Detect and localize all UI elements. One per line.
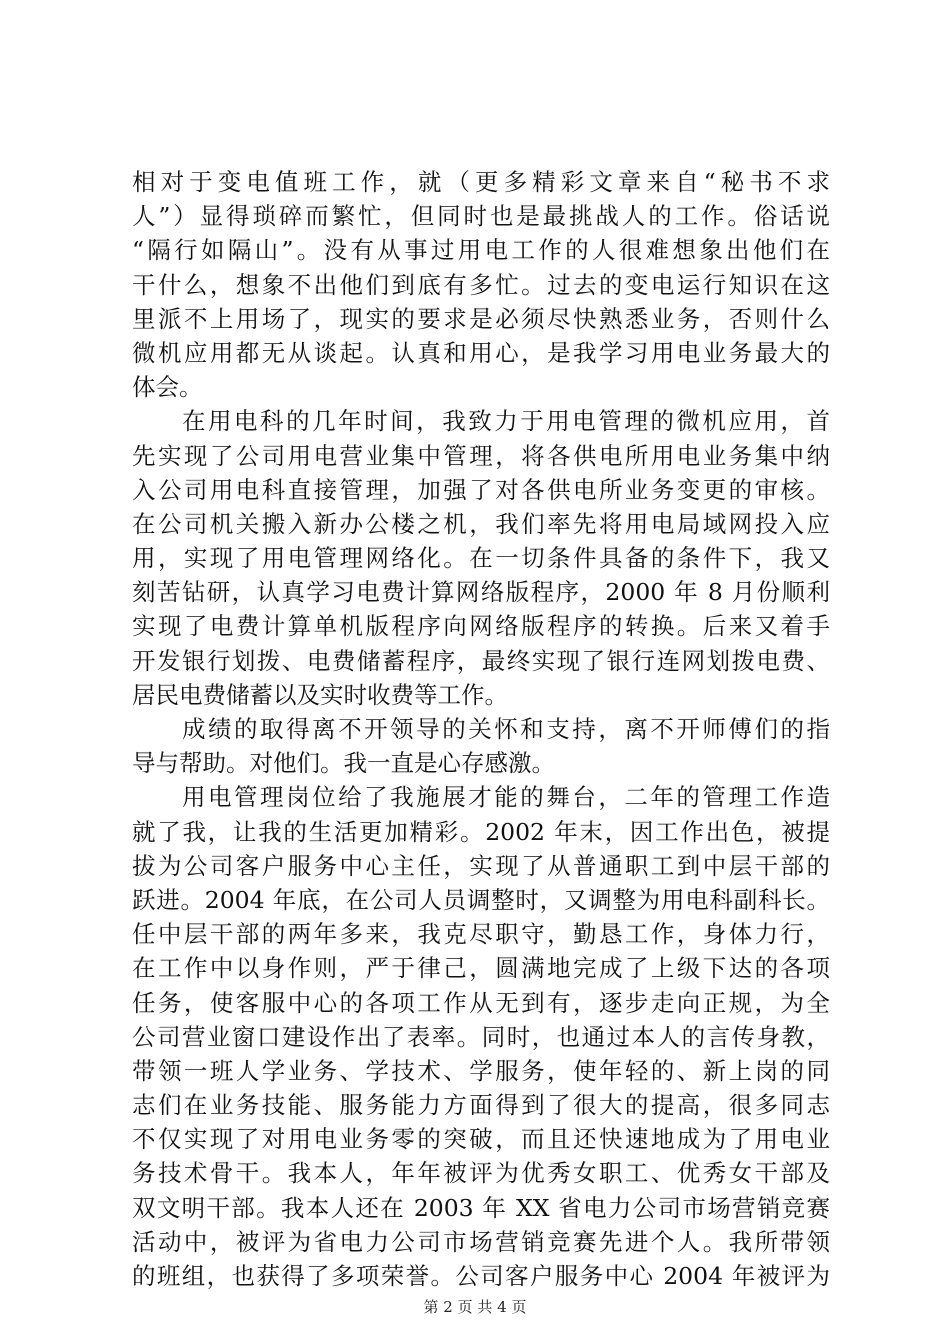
paragraph-start-line: 在用电科的几年时间，我致力于用电管理的微机应用，首	[182, 407, 830, 436]
text-line: 体会。	[132, 373, 203, 402]
text-line: 就了我，让我的生活更加精彩。2002 年末，因工作出色，被提	[132, 817, 830, 846]
text-line: 任中层干部的两年多来，我克尽职守，勤恳工作，身体力行，	[132, 920, 830, 949]
text-line: 活动中，被评为省电力公司市场营销竞赛先进个人。我所带领	[132, 1227, 830, 1256]
body-text	[132, 165, 830, 1293]
text-line: 的班组，也获得了多项荣誉。公司客户服务中心 2004 年被评为	[132, 1262, 830, 1290]
text-line: 开发银行划拨、电费储蓄程序，最终实现了银行连网划拨电费、	[132, 646, 830, 675]
text-line: 微机应用都无从谈起。认真和用心，是我学习用电业务最大的	[132, 338, 830, 367]
text-line: 先实现了公司用电营业集中管理，将各供电所用电业务集中纳	[132, 441, 830, 470]
text-line: 双文明干部。我本人还在 2003 年 XX 省电力公司市场营销竞赛	[132, 1193, 830, 1222]
text-line: 人”）显得琐碎而繁忙，但同时也是最挑战人的工作。俗话说	[132, 202, 830, 231]
text-line: 入公司用电科直接管理，加强了对各供电所业务变更的审核。	[132, 475, 830, 504]
text-line: 干什么，想象不出他们到底有多忙。过去的变电运行知识在这	[132, 270, 830, 299]
text-line: 刻苦钻研，认真学习电费计算网络版程序，2000 年 8 月份顺利	[132, 578, 830, 607]
text-line: 务技术骨干。我本人，年年被评为优秀女职工、优秀女干部及	[132, 1159, 830, 1188]
text-line: 志们在业务技能、服务能力方面得到了很大的提高，很多同志	[132, 1091, 830, 1120]
page-number-footer: 第 2 页 共 4 页	[423, 1298, 527, 1316]
text-line: 里派不上用场了，现实的要求是必须尽快熟悉业务，否则什么	[132, 304, 830, 333]
text-line: 公司营业窗口建设作出了表率。同时，也通过本人的言传身教，	[132, 1022, 830, 1051]
text-line: 实现了电费计算单机版程序向网络版程序的转换。后来又着手	[132, 612, 830, 641]
text-line: 在公司机关搬入新办公楼之机，我们率先将用电局域网投入应	[132, 509, 830, 538]
text-line: 居民电费储蓄以及实时收费等工作。	[132, 680, 508, 709]
text-line: 任务，使客服中心的各项工作从无到有，逐步走向正规，为全	[132, 988, 830, 1017]
text-line: 相对于变电值班工作，就（更多精彩文章来自“秘书不求	[132, 168, 830, 196]
text-line: 在工作中以身作则，严于律己，圆满地完成了上级下达的各项	[132, 954, 830, 983]
text-line: “隔行如隔山”。没有从事过用电工作的人很难想象出他们在	[132, 236, 830, 265]
text-line: 跃进。2004 年底，在公司人员调整时，又调整为用电科副科长。	[132, 885, 830, 914]
text-line: 导与帮助。对他们。我一直是心存感激。	[132, 749, 555, 778]
paragraph-start-line: 用电管理岗位给了我施展才能的舞台，二年的管理工作造	[182, 783, 830, 812]
text-line: 拔为公司客户服务中心主任，实现了从普通职工到中层干部的	[132, 851, 830, 880]
text-line: 用，实现了用电管理网络化。在一切条件具备的条件下，我又	[132, 544, 830, 573]
text-line: 带领一班人学业务、学技术、学服务，使年轻的、新上岗的同	[132, 1056, 830, 1085]
paragraph-start-line: 成绩的取得离不开领导的关怀和支持，离不开师傅们的指	[182, 715, 830, 743]
text-line: 不仅实现了对用电业务零的突破，而且还快速地成为了用电业	[132, 1125, 830, 1154]
